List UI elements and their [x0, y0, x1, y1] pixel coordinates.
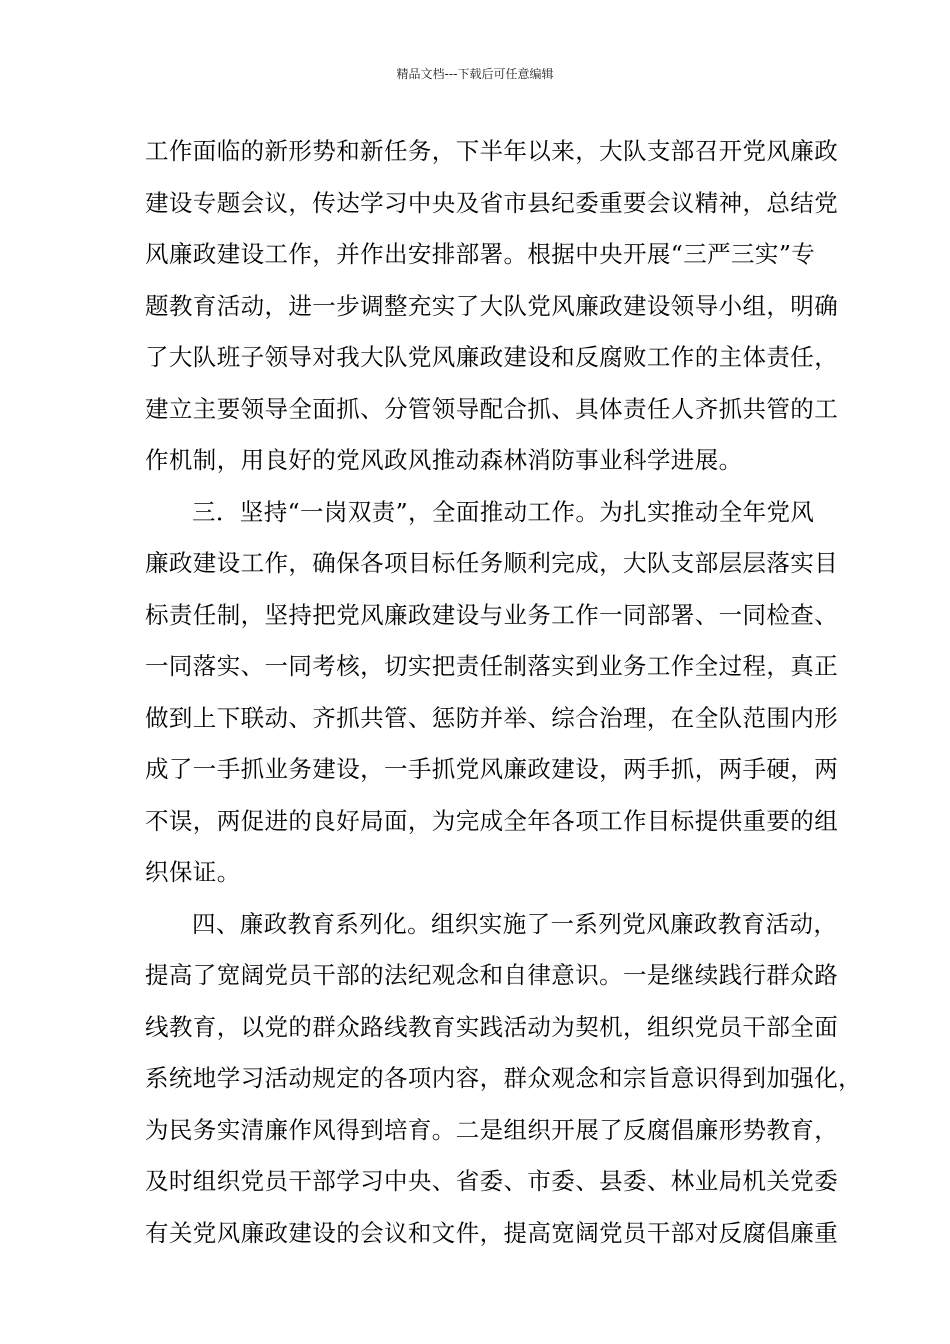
paragraph-2 [145, 487, 839, 899]
text-line: 及时组织党员干部学习中央、省委、市委、县委、林业局机关党委 [145, 1167, 839, 1195]
text-line: 做到上下联动、齐抓共管、惩防并举、综合治理，在全队范围内形 [145, 703, 839, 732]
text-line: 风廉政建设工作，并作出安排部署。根据中央开展“三严三实”专 [145, 240, 816, 268]
paragraph-3 [145, 899, 862, 1260]
text-line: 工作面临的新形势和新任务，下半年以来，大队支部召开党风廉政 [145, 137, 839, 165]
text-line: 作机制，用良好的党风政风推动森林消防事业科学进展。 [145, 446, 743, 474]
text-line: 系统地学习活动规定的各项内容，群众观念和宗旨意识得到加强化， [145, 1064, 862, 1092]
text-line: 织保证。 [145, 858, 241, 886]
text-line: 有关党风廉政建设的会议和文件，提高宽阔党员干部对反腐倡廉重 [145, 1218, 839, 1247]
text-line: 成了一手抓业务建设，一手抓党风廉政建设，两手抓，两手硬，两 [145, 755, 839, 783]
text-line: 四、廉政教育系列化。组织实施了一系列党风廉政教育活动， [192, 909, 838, 938]
text-line: 不误，两促进的良好局面，为完成全年各项工作目标提供重要的组 [145, 806, 839, 835]
text-line: 了大队班子领导对我大队党风廉政建设和反腐败工作的主体责任， [145, 343, 839, 371]
text-line: 提高了宽阔党员干部的法纪观念和自律意识。一是继续践行群众路 [145, 961, 839, 989]
text-line: 一同落实、一同考核，切实把责任制落实到业务工作全过程，真正 [145, 652, 839, 680]
text-line: 建设专题会议，传达学习中央及省市县纪委重要会议精神，总结党 [145, 188, 839, 217]
page-header: 精品文档---下载后可任意编辑 [396, 67, 554, 81]
text-line: 标责任制，坚持把党风廉政建设与业务工作一同部署、一同检查、 [145, 600, 839, 629]
paragraph-1 [145, 126, 839, 487]
document-body [145, 126, 862, 1259]
text-line: 建立主要领导全面抓、分管领导配合抓、具体责任人齐抓共管的工 [145, 394, 839, 423]
text-line: 线教育，以党的群众路线教育实践活动为契机，组织党员干部全面 [145, 1012, 839, 1041]
text-line: 题教育活动，进一步调整充实了大队党风廉政建设领导小组，明确 [145, 291, 839, 320]
text-line: 三．坚持“一岗双责”，全面推动工作。为扎实推动全年党风 [192, 497, 815, 526]
text-line: 为民务实清廉作风得到培育。二是组织开展了反腐倡廉形势教育， [145, 1115, 839, 1144]
text-line: 廉政建设工作，确保各项目标任务顺利完成，大队支部层层落实目 [145, 549, 839, 577]
